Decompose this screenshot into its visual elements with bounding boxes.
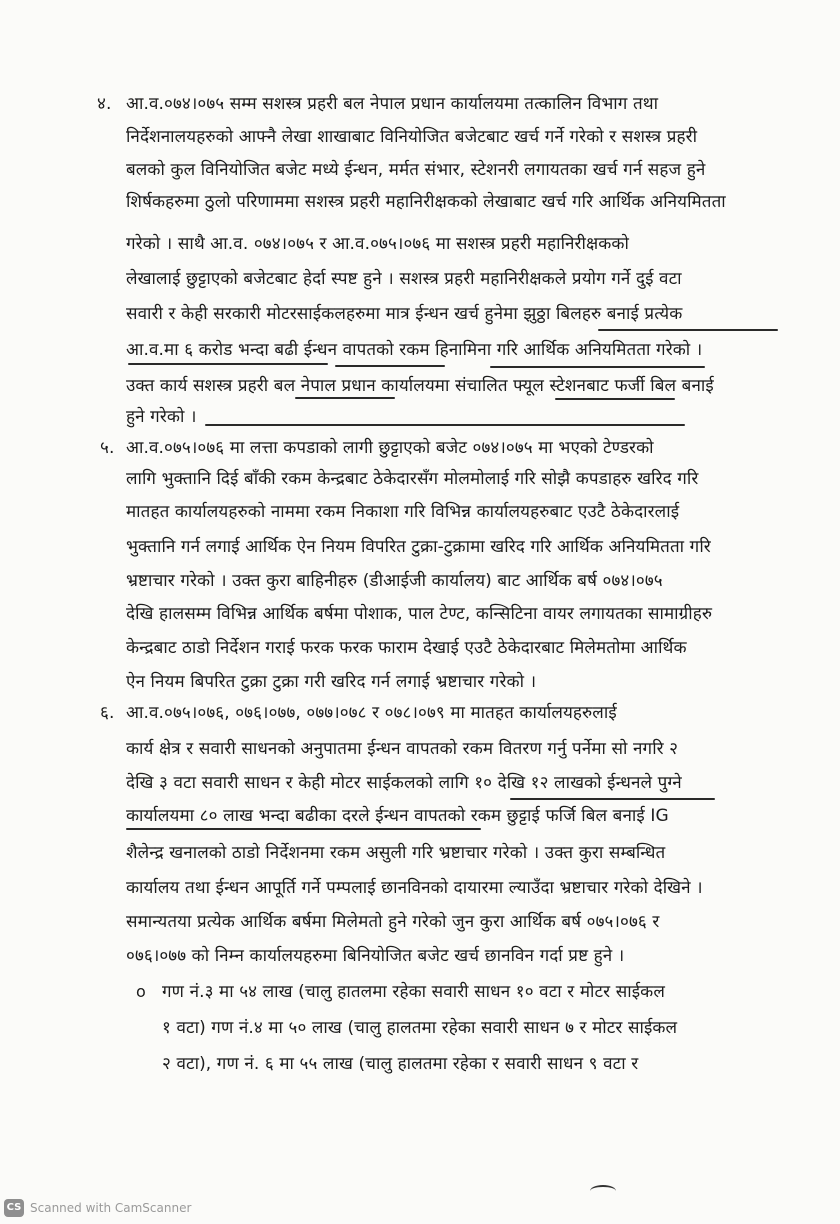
paragraph-number: ६. <box>100 703 115 723</box>
paragraph-line: गरेको । साथै आ.व. ०७४।०७५ र आ.व.०७५।०७६ मा सशस्त्र प्रहरी महानिरीक्षकको <box>126 234 629 254</box>
paragraph-line: कार्य क्षेत्र र सवारी साधनको अनुपातमा ईन्धन वापतको रकम वितरण गर्नु पर्नेमा सो नगरि २ <box>126 739 679 759</box>
paragraph-line: आ.व.मा ६ करोड भन्दा बढी ईन्धन वापतको रकम हिनामिना गरि आर्थिक अनियमितता गरेको । <box>126 340 703 360</box>
paragraph-line: आ.व.०७५।०७६ मा लत्ता कपडाको लागी छुट्टाएको बजेट ०७४।०७५ मा भएको टेण्डरको <box>126 438 654 458</box>
paragraph-line: भुक्तानि गर्न लगाई आर्थिक ऐन नियम विपरित टुक्रा-टुक्रामा खरिद गरि आर्थिक अनियमितता गरि <box>126 537 711 557</box>
paragraph-line: लागि भुक्तानि दिई बाँकी रकम केन्द्रबाट ठेकेदारसँग मोलमोलाई गरि सोझै कपडाहरु खरिद गरि <box>126 469 699 489</box>
bullet-symbol: o <box>136 982 146 1001</box>
paragraph-line: बलको कुल विनियोजित बजेट मध्ये ईन्धन, मर्मत संभार, स्टेशनरी लगायतका खर्च गर्न सहज हुने <box>126 160 706 180</box>
paragraph-number: ४. <box>97 94 112 114</box>
underline-mark <box>205 424 685 426</box>
paragraph-line: मातहत कार्यालयहरुको नाममा रकम निकाशा गरि विभिन्न कार्यालयहरुबाट एउटै ठेकेदारलाई <box>126 502 680 522</box>
paragraph-line: ०७६।०७७ को निम्न कार्यालयहरुमा बिनियोजित बजेट खर्च छानविन गर्दा प्रष्ट हुने । <box>126 946 625 966</box>
bullet-line: गण नं.३ मा ५४ लाख (चालु हातलमा रहेका सवारी साधन १० वटा र मोटर साईकल <box>162 982 665 1002</box>
underline-mark <box>126 828 481 830</box>
paragraph-line: निर्देशनालयहरुको आफ्नै लेखा शाखाबाट विनियोजित बजेटबाट खर्च गर्ने गरेको र सशस्त्र प्रहरी <box>126 127 698 147</box>
camscanner-logo-icon: CS <box>4 1199 24 1217</box>
paragraph-line: समान्यतया प्रत्येक आर्थिक बर्षमा मिलेमतो हुने गरेको जुन कुरा आर्थिक बर्ष ०७५।०७६ र <box>126 912 660 932</box>
paragraph-line: शिर्षकहरुमा ठुलो परिणाममा सशस्त्र प्रहरी महानिरीक्षकको लेखाबाट खर्च गरि आर्थिक अनियमितता <box>126 192 726 212</box>
underline-mark <box>335 365 445 367</box>
paragraph-line: भ्रष्टाचार गरेको । उक्त कुरा बाहिनीहरु (डीआईजी कार्यालय) बाट आर्थिक बर्ष ०७४।०७५ <box>126 571 663 591</box>
paragraph-line: आ.व.०७४।०७५ सम्म सशस्त्र प्रहरी बल नेपाल प्रधान कार्यालयमा तत्कालिन विभाग तथा <box>126 94 659 114</box>
paragraph-line: ऐन नियम बिपरित टुक्रा टुक्रा गरी खरिद गर्न लगाई भ्रष्टाचार गरेको । <box>126 672 537 692</box>
paragraph-line: देखि हालसम्म विभिन्न आर्थिक बर्षमा पोशाक, पाल टेण्ट, कन्सिटिना वायर लगायतका सामाग्रीहरु <box>126 604 713 624</box>
scanner-watermark: Scanned with CamScanner <box>30 1201 192 1215</box>
paragraph-line: हुने गरेको । <box>126 407 197 427</box>
paragraph-line: शैलेन्द्र खनालको ठाडो निर्देशनमा रकम असुली गरि भ्रष्टाचार गरेको । उक्त कुरा सम्बन्धित <box>126 843 666 863</box>
underline-mark <box>128 363 328 365</box>
underline-mark <box>510 798 715 800</box>
paragraph-line: कार्यालयमा ८० लाख भन्दा बढीका दरले ईन्धन वापतको रकम छुट्टाई फर्जि बिल बनाई IG <box>126 806 669 826</box>
underline-mark <box>598 329 778 331</box>
paragraph-line: उक्त कार्य सशस्त्र प्रहरी बल नेपाल प्रधान कार्यालयमा संचालित फ्यूल स्टेशनबाट फर्जी बिल बनाई <box>126 376 714 396</box>
paragraph-line: देखि ३ वटा सवारी साधन र केही मोटर साईकलको लागि १० देखि १२ लाखको ईन्धनले पुग्ने <box>126 773 682 793</box>
paragraph-line: केन्द्रबाट ठाडो निर्देशन गराई फरक फरक फाराम देखाई एउटै ठेकेदारबाट मिलेमतोमा आर्थिक <box>126 638 687 658</box>
paragraph-number: ५. <box>100 438 115 458</box>
underline-mark <box>295 397 395 399</box>
underline-mark <box>490 366 705 368</box>
pen-mark <box>590 1185 616 1197</box>
underline-mark <box>555 398 675 400</box>
bullet-line: २ वटा), गण नं. ६ मा ५५ लाख (चालु हालतमा रहेका र सवारी साधन ९ वटा र <box>162 1054 639 1074</box>
paragraph-line: आ.व.०७५।०७६, ०७६।०७७, ०७७।०७८ र ०७८।०७९ मा मातहत कार्यालयहरुलाई <box>126 703 617 723</box>
bullet-line: १ वटा) गण नं.४ मा ५० लाख (चालु हालतमा रहेका सवारी साधन ७ र मोटर साईकल <box>162 1018 678 1038</box>
paragraph-line: कार्यालय तथा ईन्धन आपूर्ति गर्ने पम्पलाई छानविनको दायारमा ल्याउँदा भ्रष्टाचार गरेको देखिने । <box>126 878 703 898</box>
paragraph-line: सवारी र केही सरकारी मोटरसाईकलहरुमा मात्र ईन्धन खर्च हुनेमा झुठ्ठा बिलहरु बनाई प्रत्येक <box>126 304 683 324</box>
paragraph-line: लेखालाई छुट्टाएको बजेटबाट हेर्दा स्पष्ट हुने । सशस्त्र प्रहरी महानिरीक्षकले प्रयोग गर्ने दुई वटा <box>126 269 682 289</box>
